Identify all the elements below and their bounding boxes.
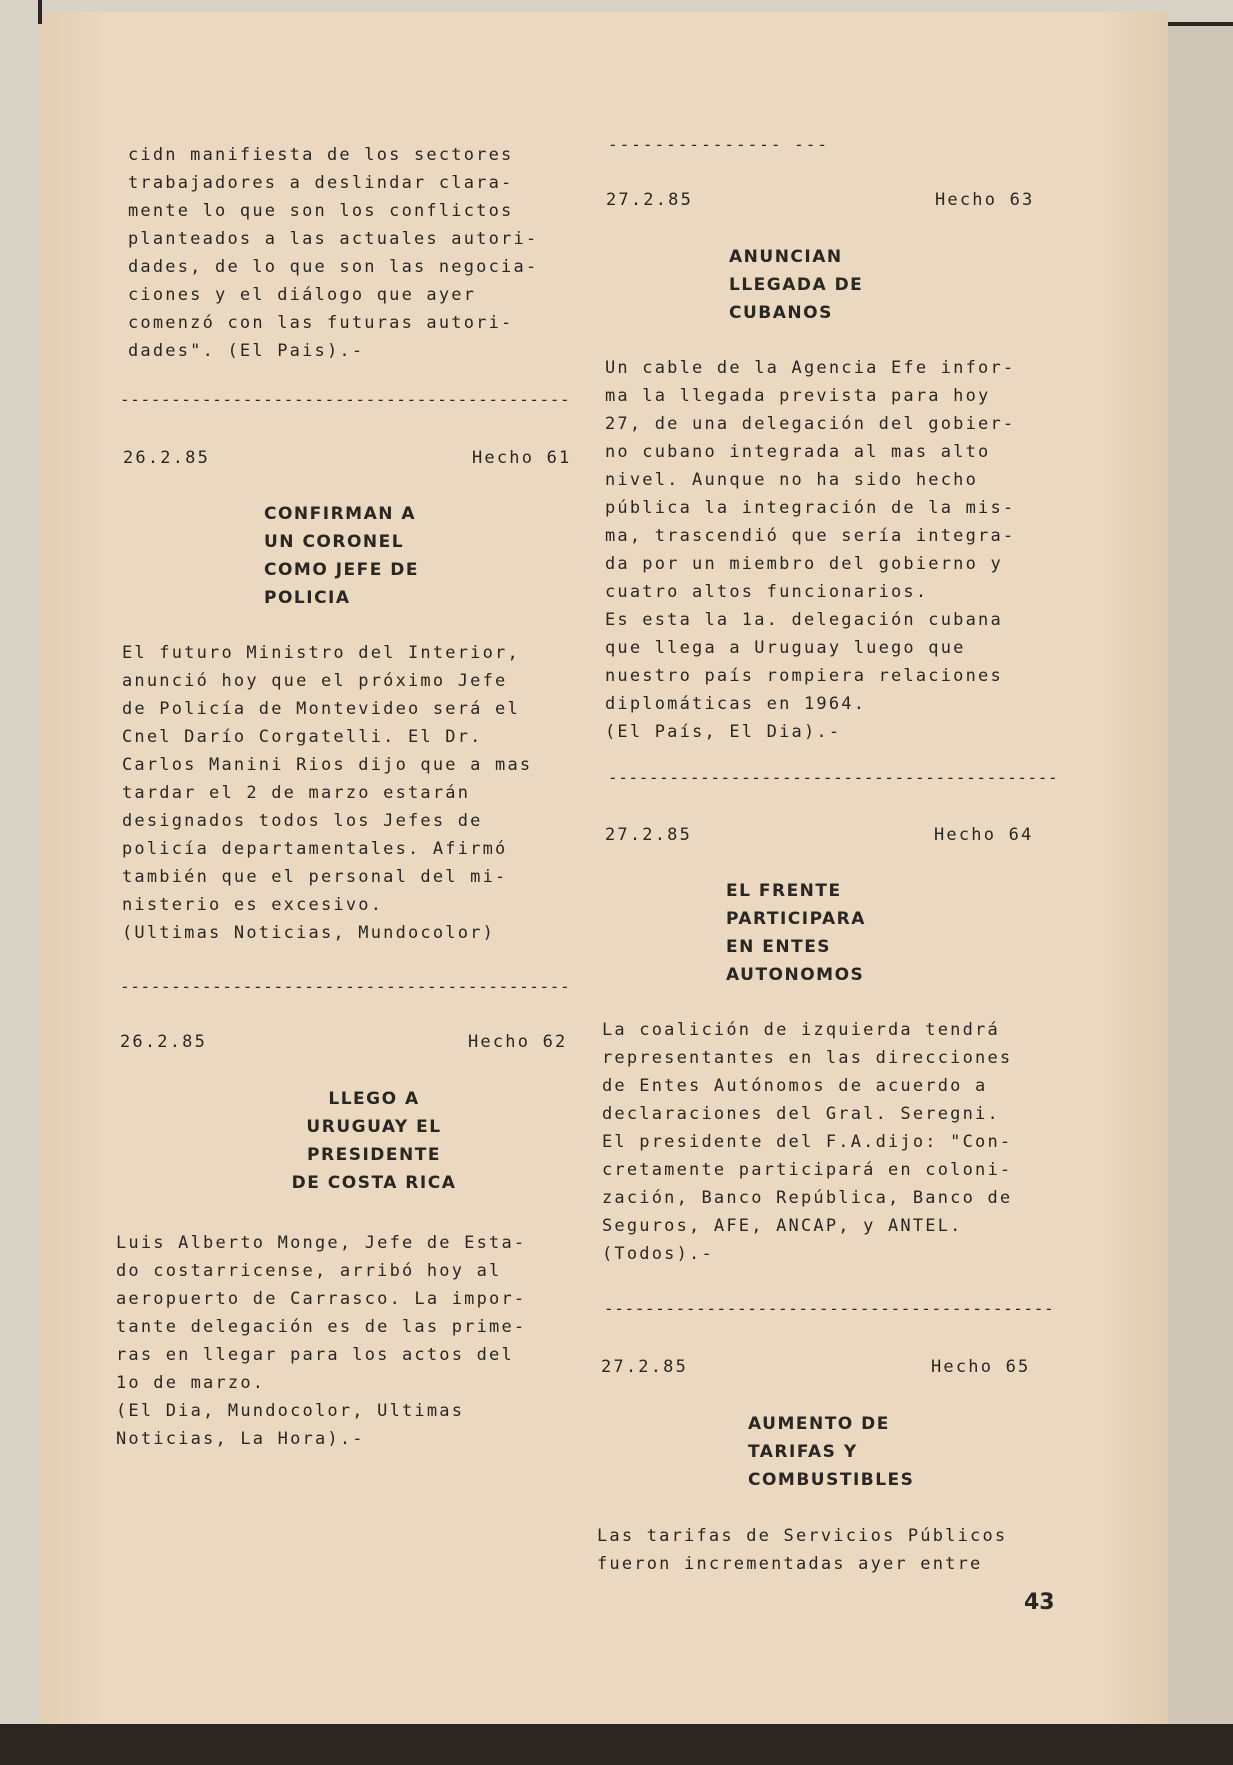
- scan-edge-right: [1168, 22, 1233, 1765]
- hecho-63-body: Un cable de la Agencia Efe infor- ma la llegada prevista para hoy 27, de una delegación del gobier- no cubano integrada al mas alto nivel. Aunque no ha sido hecho pública la integración de la mis- ma, trascendió que sería integra- da por un miembro del gobierno y cuatro altos funcionarios. Es esta la 1a. delegación cubana que llega a Uruguay luego que nuestro país rompiera relaciones diplomáticas en 1964. (El País, El Dia).-: [605, 358, 1016, 742]
- hecho-61-headline: CONFIRMAN A UN CORONEL COMO JEFE DE POLICIA: [264, 504, 420, 608]
- hecho-64-body: La coalición de izquierda tendrá representantes en las direcciones de Entes Autónomos de acuerdo a declaraciones del Gral. Seregni. El presidente del F.A.dijo: "Con- cretamente participará en coloni- zación, Banco República, Banco de Seguros, AFE, ANCAP, y ANTEL. (Todos).-: [602, 1020, 1013, 1264]
- hecho-61-date: 26.2.85: [123, 448, 211, 468]
- page-number: 43: [1024, 1590, 1055, 1615]
- hecho-62-body: Luis Alberto Monge, Jefe de Esta- do costarricense, arribó hoy al aeropuerto de Carrasco. La impor- tante delegación es de las prime- ras en llegar para los actos del 1o de marzo. (El Dia, Mundocolor, Ultimas Noticias, La Hora).-: [116, 1233, 527, 1449]
- separator-left-1: --------------------------------------------: [120, 390, 571, 409]
- separator-left-2: --------------------------------------------: [120, 977, 571, 996]
- hecho-64-date: 27.2.85: [605, 825, 693, 845]
- scan-bottom-band: [0, 1724, 1233, 1765]
- hecho-63-date: 27.2.85: [606, 190, 694, 210]
- separator-right-1: --------------------------------------------: [608, 768, 1059, 787]
- hecho-61-body: El futuro Ministro del Interior, anunció hoy que el próximo Jefe de Policía de Montevideo será el Cnel Darío Corgatelli. El Dr. Carlos Manini Rios dijo que a mas tardar el 2 de marzo estarán designados todos los Jefes de policía departamentales. Afirmó también que el personal del mi- nisterio es excesivo. (Ultimas Noticias, Mundocolor): [122, 643, 533, 943]
- hecho-64-headline: EL FRENTE PARTICIPARA EN ENTES AUTONOMOS: [726, 881, 866, 985]
- scan-edge-left: [38, 0, 42, 24]
- hecho-64-label: Hecho 64: [934, 825, 1034, 845]
- hecho-62-headline: LLEGO A URUGUAY EL PRESIDENTE DE COSTA RICA: [291, 1089, 457, 1193]
- hecho-65-headline: AUMENTO DE TARIFAS Y COMBUSTIBLES: [748, 1414, 915, 1490]
- hecho-65-body: Las tarifas de Servicios Públicos fueron incrementadas ayer entre: [597, 1526, 1008, 1574]
- hecho-63-headline: ANUNCIAN LLEGADA DE CUBANOS: [729, 247, 864, 323]
- hecho-63-label: Hecho 63: [935, 190, 1035, 210]
- hecho-65-label: Hecho 65: [931, 1357, 1031, 1377]
- separator-right-top: --------------- ---: [608, 135, 830, 154]
- hecho-62-date: 26.2.85: [120, 1032, 208, 1052]
- separator-right-2: --------------------------------------------: [604, 1299, 1055, 1318]
- hecho-65-date: 27.2.85: [601, 1357, 689, 1377]
- intro-paragraph: cidn manifiesta de los sectores trabajadores a deslindar clara- mente lo que son los conflictos planteados a las actuales autori- dades, de lo que son las negocia- ciones y el diálogo que ayer comenzó con las futuras autori- dades". (El Pais).-: [128, 145, 539, 361]
- hecho-61-label: Hecho 61: [472, 448, 572, 468]
- hecho-62-label: Hecho 62: [468, 1032, 568, 1052]
